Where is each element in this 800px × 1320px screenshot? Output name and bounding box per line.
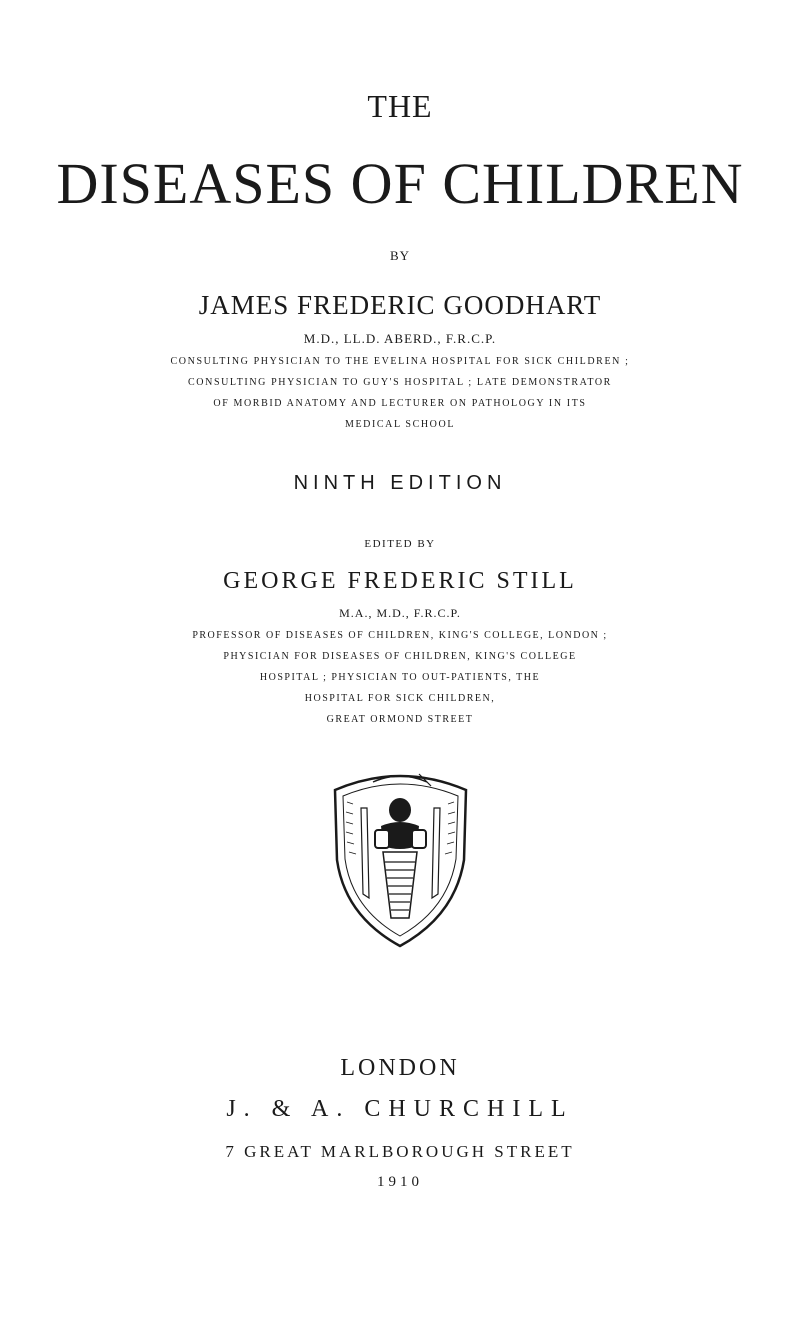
- editor-position-line: GREAT ORMOND STREET: [326, 714, 474, 725]
- title-prefix: THE: [367, 88, 433, 124]
- editor-degrees: M.A., M.D., F.R.C.P.: [339, 606, 461, 620]
- publisher-shield-emblem: [323, 768, 478, 948]
- book-title: DISEASES OF CHILDREN: [56, 151, 744, 216]
- author-position-line: CONSULTING PHYSICIAN TO THE EVELINA HOSPITAL FOR SICK CHILDREN ;: [170, 356, 630, 367]
- edition-label: NINTH EDITION: [293, 472, 507, 494]
- edited-by-label: EDITED BY: [364, 538, 436, 550]
- editor-position-line: HOSPITAL FOR SICK CHILDREN,: [304, 693, 496, 704]
- editor-position-line: PHYSICIAN FOR DISEASES OF CHILDREN, KING'S COLLEGE: [223, 651, 577, 662]
- author-position-line: CONSULTING PHYSICIAN TO GUY'S HOSPITAL ; LATE DEMONSTRATOR: [188, 377, 612, 388]
- by-label: BY: [389, 248, 411, 263]
- author-position-line: MEDICAL SCHOOL: [344, 419, 456, 430]
- editor-position-line: PROFESSOR OF DISEASES OF CHILDREN, KING'S COLLEGE, LONDON ;: [192, 630, 608, 641]
- editor-position-line: HOSPITAL ; PHYSICIAN TO OUT-PATIENTS, THE: [259, 672, 541, 683]
- author-degrees: M.D., LL.D. ABERD., F.R.C.P.: [303, 331, 497, 346]
- publisher-address: 7 GREAT MARLBOROUGH STREET: [225, 1142, 575, 1161]
- publication-year: 1910: [377, 1174, 423, 1190]
- publisher-city: LONDON: [340, 1055, 460, 1081]
- author-position-line: OF MORBID ANATOMY AND LECTURER ON PATHOLOGY IN ITS: [213, 398, 587, 409]
- publisher-name: J. & A. CHURCHILL: [226, 1096, 574, 1122]
- editor-name: GEORGE FREDERIC STILL: [223, 568, 577, 594]
- author-name: JAMES FREDERIC GOODHART: [198, 290, 602, 320]
